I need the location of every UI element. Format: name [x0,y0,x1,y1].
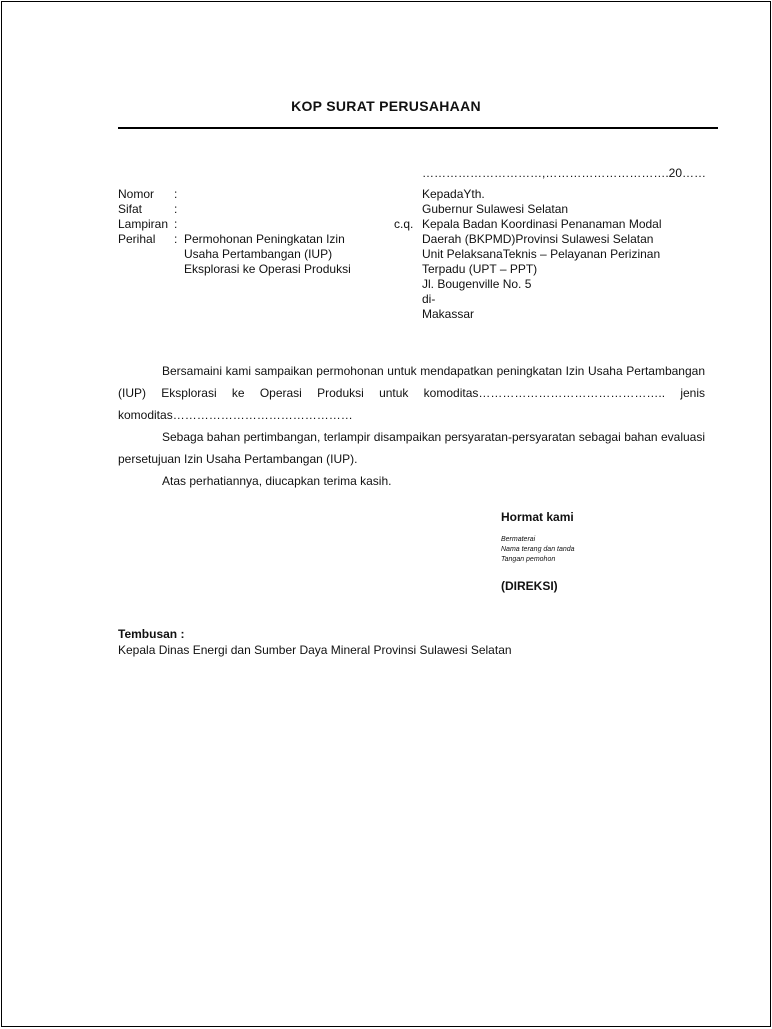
stamp-note-line: Bermaterai [501,536,536,543]
carbon-copy-block [118,626,512,658]
letter-body [118,360,705,492]
perihal-line: Eksplorasi ke Operasi Produksi [184,262,351,276]
date-line: …………………………,………………………….20…… [422,166,707,180]
recipient-line: Unit PelaksanaTeknis – Pelayanan Perizinan [422,247,661,261]
recipient-line: Terpadu (UPT – PPT) [422,262,538,276]
recipient-line: KepadaYth. [422,187,485,201]
letter-meta [118,187,351,277]
cq-label: c.q. [394,217,414,231]
body-paragraph-2: Sebaga bahan pertimbangan, terlampir disampaikan persyaratan-persyaratan sebagai bahan evaluasi persetujuan Izin Usaha Pertambangan (IUP). [118,430,705,466]
recipient-line: Jl. Bougenville No. 5 [422,277,532,291]
recipient-line: Gubernur Sulawesi Selatan [422,202,569,216]
letterhead-title: KOP SURAT PERUSAHAAN [291,98,481,114]
meta-label: Lampiran [118,217,169,231]
stamp-note-line: Tangan pemohon [501,556,556,563]
letterhead-divider [118,127,718,129]
perihal-value [184,232,351,277]
stamp-note [501,535,575,565]
meta-colon: : [174,232,178,246]
body-paragraph-3: Atas perhatiannya, diucapkan terima kasih. [162,474,392,488]
meta-label: Nomor [118,187,155,201]
meta-colon: : [174,202,178,216]
meta-row-nomor [118,187,351,202]
stamp-note-line: Nama terang dan tanda [501,546,575,553]
closing-salutation: Hormat kami [501,510,574,524]
meta-colon: : [174,217,178,231]
signer-title: (DIREKSI) [501,579,558,593]
meta-label: Sifat [118,202,143,216]
meta-row-sifat [118,202,351,217]
recipient-line: di- [422,292,436,306]
recipient-line: Kepala Badan Koordinasi Penanaman Modal [422,217,662,231]
meta-label: Perihal [118,232,156,246]
body-paragraph-1: Bersamaini kami sampaikan permohonan untuk mendapatkan peningkatan Izin Usaha Pertambangan (IUP) Eksplorasi ke Operasi Produksi untuk komoditas……………………………………….. jenis komoditas……………………………………… [118,364,705,422]
meta-row-lampiran [118,217,351,232]
recipient-line: Makassar [422,307,475,321]
carbon-copy-label: Tembusan : [118,627,185,641]
recipient-line: Daerah (BKPMD)Provinsi Sulawesi Selatan [422,232,654,246]
meta-row-perihal [118,232,351,277]
carbon-copy-recipient: Kepala Dinas Energi dan Sumber Daya Mineral Provinsi Sulawesi Selatan [118,643,512,657]
letter-page [1,1,771,1027]
meta-colon: : [174,187,178,201]
recipient-address [422,187,662,322]
perihal-line: Usaha Pertambangan (IUP) [184,247,333,261]
perihal-line: Permohonan Peningkatan Izin [184,232,345,246]
closing-block [501,510,575,593]
